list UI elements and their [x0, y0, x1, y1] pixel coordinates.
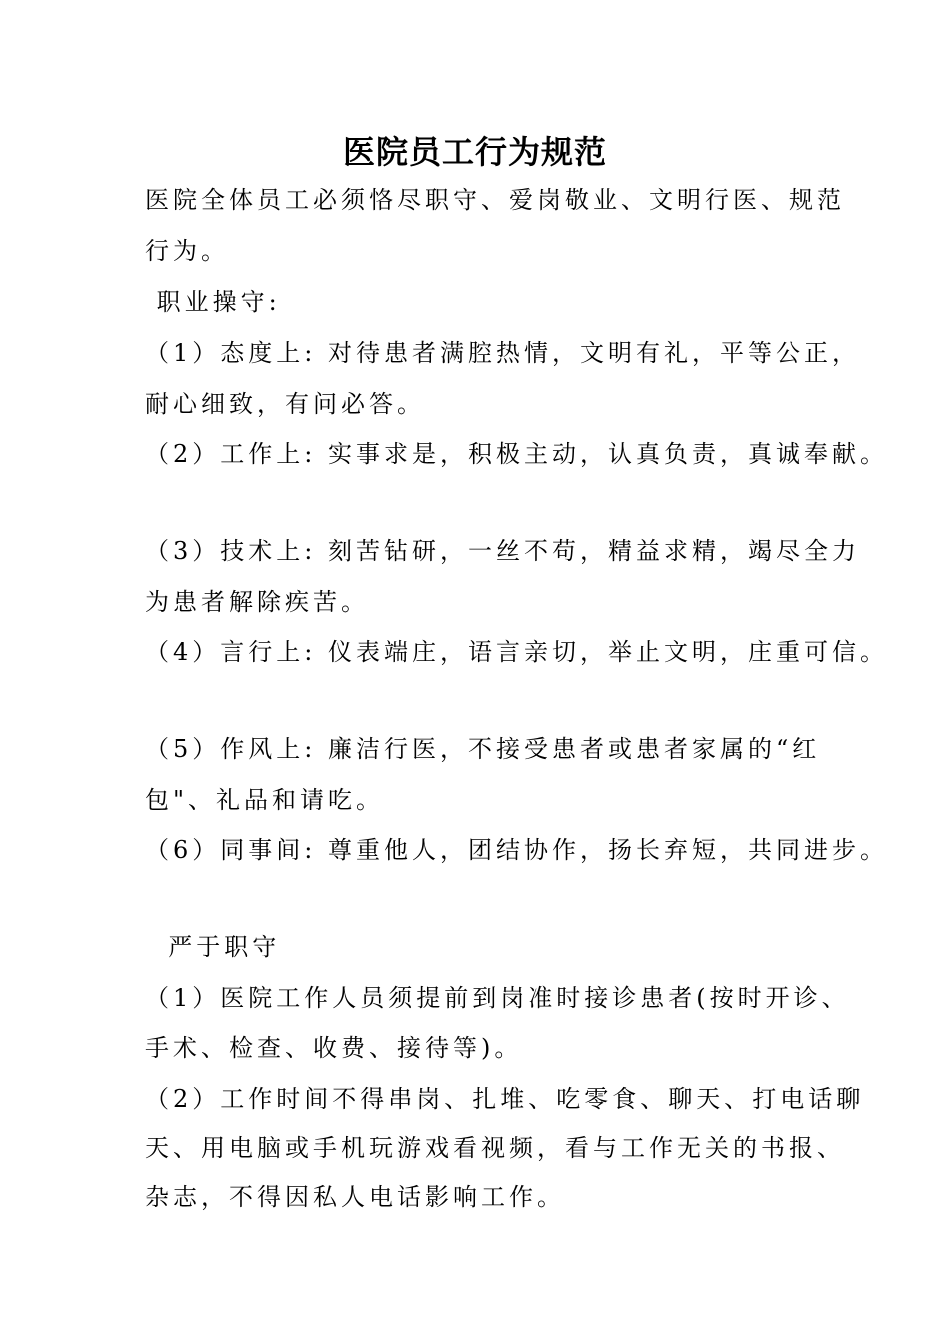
duty-item-1-line-1: （1）医院工作人员须提前到岗准时接诊患者(按时开诊、 [145, 984, 850, 1012]
document-title: 医院员工行为规范 [342, 133, 607, 171]
item-technique-line-2: 为患者解除疾苦。 [145, 588, 369, 616]
duty-item-2-line-3: 杂志，不得因私人电话影响工作。 [145, 1183, 565, 1211]
item-attitude-line-2: 耐心细致，有问必答。 [145, 390, 425, 418]
item-technique-line-1: （3）技术上: 刻苦钻研，一丝不苟，精益求精，竭尽全力 [145, 537, 860, 565]
item-work: （2）工作上: 实事求是，积极主动，认真负责，真诚奉献。 [145, 440, 888, 468]
item-attitude-line-1: （1）态度上: 对待患者满腔热情，文明有礼，平等公正， [145, 339, 860, 367]
intro-line-1: 医院全体员工必须恪尽职守、爱岗敬业、文明行医、规范 [145, 186, 845, 214]
item-style-line-2: 包"、礼品和请吃。 [145, 786, 385, 814]
item-conduct: （4）言行上: 仪表端庄，语言亲切，举止文明，庄重可信。 [145, 638, 888, 666]
duty-item-1-line-2: 手术、检查、收费、接待等)。 [145, 1034, 523, 1062]
item-colleagues: （6）同事间: 尊重他人，团结协作，扬长弃短，共同进步。 [145, 836, 888, 864]
duty-item-2-line-1: （2）工作时间不得串岗、扎堆、吃零食、聊天、打电话聊 [145, 1085, 865, 1113]
section-heading-professional-ethics: 职业操守: [145, 288, 281, 316]
intro-line-2: 行为。 [145, 237, 229, 265]
item-style-line-1: （5）作风上: 廉洁行医，不接受患者或患者家属的“红 [145, 735, 821, 763]
duty-item-2-line-2: 天、用电脑或手机玩游戏看视频，看与工作无关的书报、 [145, 1134, 845, 1162]
section-heading-duty: 严于职守 [145, 933, 281, 961]
